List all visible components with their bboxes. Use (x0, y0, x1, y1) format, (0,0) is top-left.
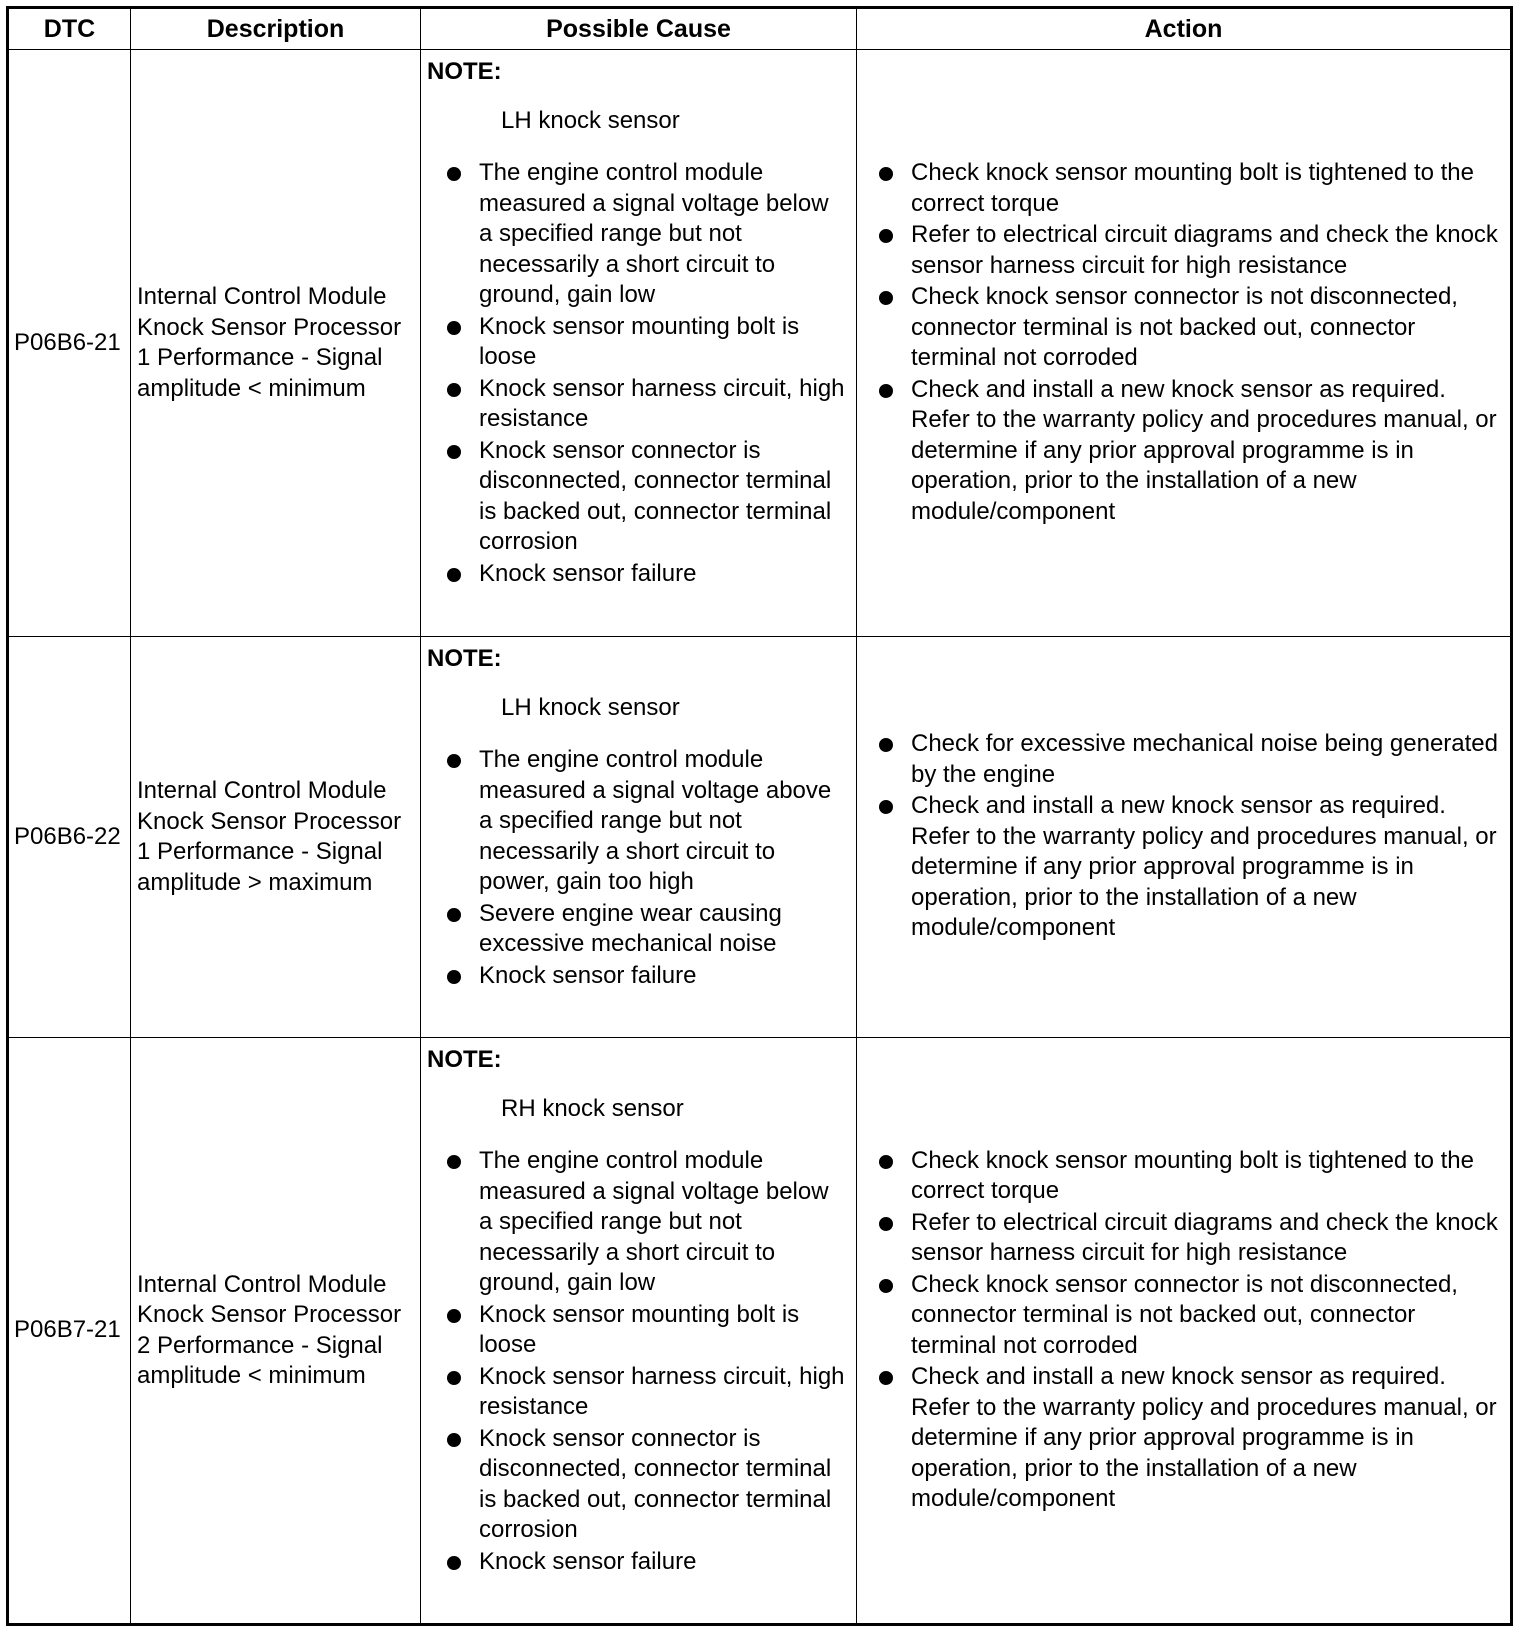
table-row (8, 637, 1512, 1038)
note-label: NOTE: (427, 58, 502, 85)
cause-item: Knock sensor connector is disconnected, connector terminal is backed out, connector terminal corrosion (447, 1424, 848, 1546)
dtc-table (6, 6, 1513, 1626)
dtc-description: Internal Control Module Knock Sensor Processor 1 Performance - Signal amplitude < minimum (131, 50, 421, 637)
note-text: LH knock sensor (501, 693, 680, 721)
bullet-icon (447, 445, 461, 459)
action-item: Check and install a new knock sensor as required. Refer to the warranty policy and procedures manual, or determine if any prior approval programme is in operation, prior to the installation of a new module/component (879, 791, 1504, 944)
bullet-icon (447, 383, 461, 397)
header-dtc: DTC (8, 8, 131, 50)
bullet-icon (447, 167, 461, 181)
bullet-icon (447, 1556, 461, 1570)
cause-item: The engine control module measured a signal voltage below a specified range but not necessarily a short circuit to ground, gain low (447, 1146, 848, 1299)
cause-item: Knock sensor harness circuit, high resistance (447, 1362, 848, 1423)
table-row (8, 50, 1512, 637)
bullet-icon (879, 1217, 893, 1231)
header-possible-cause: Possible Cause (421, 8, 857, 50)
cause-item: Knock sensor harness circuit, high resistance (447, 374, 848, 435)
note-label: NOTE: (427, 645, 502, 672)
bullet-icon (879, 1371, 893, 1385)
bullet-icon (879, 738, 893, 752)
cause-item: Severe engine wear causing excessive mechanical noise (447, 899, 848, 960)
note-text: LH knock sensor (501, 106, 680, 134)
cause-item: Knock sensor failure (447, 1547, 848, 1578)
cause-list (427, 1146, 848, 1577)
bullet-icon (447, 1155, 461, 1169)
bullet-icon (447, 321, 461, 335)
dtc-code: P06B6-22 (8, 637, 131, 1038)
dtc-code: P06B7-21 (8, 1038, 131, 1625)
cause-item: The engine control module measured a signal voltage below a specified range but not necessarily a short circuit to ground, gain low (447, 158, 848, 311)
cause-list (427, 745, 848, 991)
action-list (879, 729, 1504, 944)
action-item: Check knock sensor connector is not disconnected, connector terminal is not backed out, connector terminal not corroded (879, 282, 1504, 374)
bullet-icon (447, 1309, 461, 1323)
bullet-icon (447, 1371, 461, 1385)
possible-cause-cell (421, 50, 857, 637)
action-list (879, 158, 1504, 527)
dtc-description: Internal Control Module Knock Sensor Processor 1 Performance - Signal amplitude > maximum (131, 637, 421, 1038)
action-cell (857, 1038, 1512, 1625)
cause-item: Knock sensor connector is disconnected, connector terminal is backed out, connector terminal corrosion (447, 436, 848, 558)
action-item: Check knock sensor connector is not disconnected, connector terminal is not backed out, connector terminal not corroded (879, 1270, 1504, 1362)
action-item: Check and install a new knock sensor as required. Refer to the warranty policy and procedures manual, or determine if any prior approval programme is in operation, prior to the installation of a new module/component (879, 1362, 1504, 1515)
action-item: Check knock sensor mounting bolt is tightened to the correct torque (879, 158, 1504, 219)
action-cell (857, 637, 1512, 1038)
cause-item: The engine control module measured a signal voltage above a specified range but not necessarily a short circuit to power, gain too high (447, 745, 848, 898)
action-item: Refer to electrical circuit diagrams and check the knock sensor harness circuit for high resistance (879, 220, 1504, 281)
cause-item: Knock sensor failure (447, 559, 848, 590)
bullet-icon (879, 800, 893, 814)
dtc-code: P06B6-21 (8, 50, 131, 637)
bullet-icon (447, 908, 461, 922)
bullet-icon (879, 229, 893, 243)
bullet-icon (879, 167, 893, 181)
note-label: NOTE: (427, 1046, 502, 1073)
cause-item: Knock sensor mounting bolt is loose (447, 312, 848, 373)
bullet-icon (447, 568, 461, 582)
cause-item: Knock sensor failure (447, 961, 848, 992)
note-text: RH knock sensor (501, 1094, 684, 1122)
bullet-icon (447, 754, 461, 768)
bullet-icon (879, 1155, 893, 1169)
header-description: Description (131, 8, 421, 50)
header-row (8, 8, 1512, 50)
bullet-icon (879, 291, 893, 305)
bullet-icon (879, 384, 893, 398)
table-row (8, 1038, 1512, 1625)
cause-list (427, 158, 848, 589)
action-item: Check and install a new knock sensor as required. Refer to the warranty policy and procedures manual, or determine if any prior approval programme is in operation, prior to the installation of a new module/component (879, 375, 1504, 528)
action-list (879, 1146, 1504, 1515)
possible-cause-cell (421, 1038, 857, 1625)
action-item: Check for excessive mechanical noise being generated by the engine (879, 729, 1504, 790)
possible-cause-cell (421, 637, 857, 1038)
header-action: Action (857, 8, 1512, 50)
bullet-icon (447, 1433, 461, 1447)
action-item: Refer to electrical circuit diagrams and check the knock sensor harness circuit for high resistance (879, 1208, 1504, 1269)
bullet-icon (447, 970, 461, 984)
action-item: Check knock sensor mounting bolt is tightened to the correct torque (879, 1146, 1504, 1207)
action-cell (857, 50, 1512, 637)
dtc-description: Internal Control Module Knock Sensor Processor 2 Performance - Signal amplitude < minimum (131, 1038, 421, 1625)
bullet-icon (879, 1279, 893, 1293)
cause-item: Knock sensor mounting bolt is loose (447, 1300, 848, 1361)
